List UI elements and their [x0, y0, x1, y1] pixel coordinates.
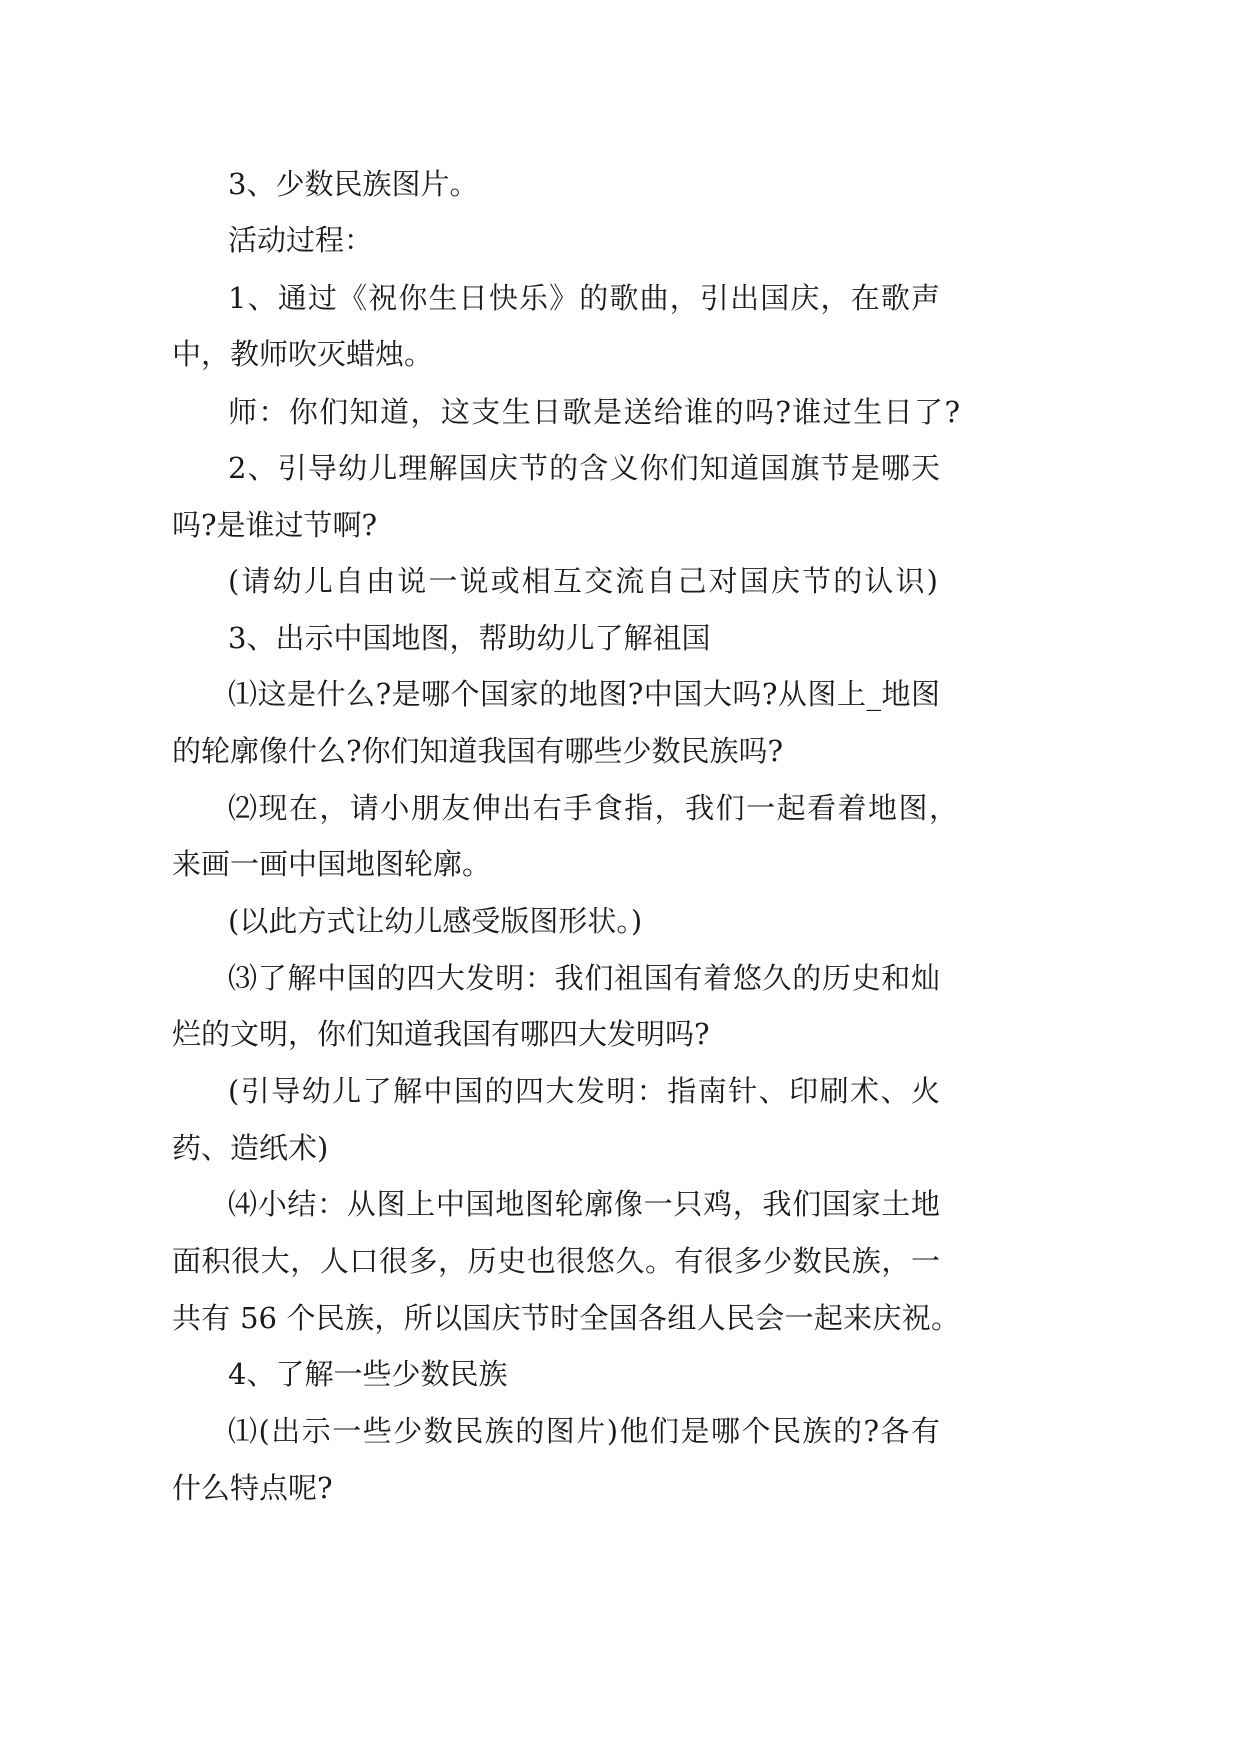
text-line: 中，教师吹灭蜡烛。: [172, 337, 434, 371]
text-line: 1、通过《祝你生日快乐》的歌曲，引出国庆，在歌声: [228, 281, 940, 315]
text-line: 4、了解一些少数民族: [228, 1357, 508, 1391]
text-line: 活动过程：: [228, 223, 374, 257]
text-line: ⑵现在，请小朋友伸出右手食指，我们一起看着地图，: [228, 791, 958, 825]
text-line: (请幼儿自由说一说或相互交流自己对国庆节的认识): [228, 564, 938, 598]
text-line: ⑴这是什么?是哪个国家的地图?中国大吗?从图上_地图: [228, 677, 940, 711]
text-line: 吗?是谁过节啊?: [172, 508, 378, 542]
text-line: 药、造纸术): [172, 1131, 329, 1165]
text-line: ⑴(出示一些少数民族的图片)他们是哪个民族的?各有: [228, 1414, 940, 1448]
text-line: 2、引导幼儿理解国庆节的含义你们知道国旗节是哪天: [228, 451, 940, 485]
text-line: 共有 56 个民族，所以国庆节时全国各组人民会一起来庆祝。: [172, 1301, 960, 1335]
text-line: ⑶了解中国的四大发明：我们祖国有着悠久的历史和灿: [228, 961, 940, 995]
text-line: 的轮廓像什么?你们知道我国有哪些少数民族吗?: [172, 734, 784, 768]
text-line: 烂的文明，你们知道我国有哪四大发明吗?: [172, 1017, 710, 1051]
text-line: 来画一画中国地图轮廓。: [172, 847, 492, 881]
text-line: 什么特点呢?: [172, 1471, 333, 1505]
text-line: 面积很大，人口很多，历史也很悠久。有很多少数民族，一: [172, 1244, 940, 1278]
text-line: 3、少数民族图片。: [228, 167, 479, 201]
text-line: 师：你们知道，这支生日歌是送给谁的吗?谁过生日了?: [228, 395, 960, 429]
text-line: 3、出示中国地图，帮助幼儿了解祖国: [228, 621, 711, 655]
text-line: (引导幼儿了解中国的四大发明：指南针、印刷术、火: [228, 1074, 940, 1108]
text-line: (以此方式让幼儿感受版图形状。): [228, 904, 643, 938]
text-line: ⑷小结：从图上中国地图轮廓像一只鸡，我们国家土地: [228, 1187, 940, 1221]
